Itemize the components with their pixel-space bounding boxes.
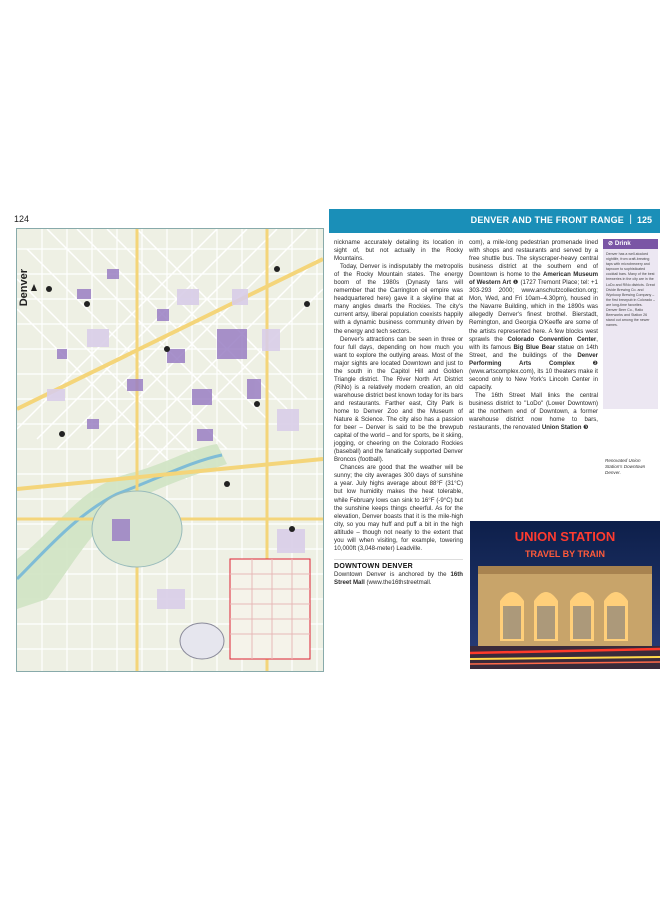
chapter-header-bar (329, 209, 660, 233)
sidebar-title: Drink (614, 240, 631, 247)
text-run: com), a mile-long pedestrian promenade lined with shops and restaurants and served by a free shuttle bus. The skyscraper-heavy central business district at the southern end of Downtown is home to the (469, 239, 598, 279)
paragraph: Denver's attractions can be seen in three or four full days, depending on how much you want to explore the outlying areas. Most of the major sights are located Downtown and just to the south in the Capitol Hill and Golden Triangle district. The River North Art District (RiNo) is a relatively modern creation, an old warehouse district best known today for its bars and restaurants. Farther east, City Park is home to Denver Zoo and the Museum of Nature & Science. The city also has a passion for beer – Denver is said to be the brewpub capital of the world – and for sports, be it skiing, jogging, or cheering on the Colorado Rockies (baseball) and the fanatically supported Denver Broncos (football). (334, 335, 463, 464)
paragraph: nickname accurately detailing its location in sight of, but not actually in the Rocky Mountains. (334, 239, 463, 263)
bold-term: Denver Performing Arts Complex (469, 351, 598, 367)
left-page (8, 203, 328, 678)
bold-term: 16th Street Mall (334, 570, 463, 586)
map-graphic (17, 229, 323, 671)
sign-travel-by-train: TRAVEL BY TRAIN (524, 549, 606, 559)
bold-term: Union Station (541, 424, 582, 432)
right-page (329, 203, 660, 678)
bold-term: Colorado Convention Center (507, 335, 597, 343)
photo-caption: Renovated Union Station's Downtown Denver. (605, 458, 646, 476)
sidebar-body: Denver has a well-stocked nightlife, from craft-brewing taps with microbrewery and taproom to sophisticated cocktail bars. Many of the best breweries in the city are in the LoDo and RiNo districts. Great Divide Brewing Co. and Wynkoop Brewing Company – the first brewpub in Colorado – are long-time favorites. Denver Beer Co., Ratio Beerworks and Station 26 stand out among the newer names. (606, 252, 655, 328)
text-column-2 (469, 239, 598, 432)
paragraph (469, 239, 598, 392)
paragraph: Today, Denver is indisputably the metropolis of the Rocky Mountain states. The energy boom of the 1980s (Dynasty fans will remember that the Carrington oil empire was headquartered here) gave it a skyline that at many angles dwarfs the Rockies. The city's current artsy, liberal population coexists happily with a dynamic business community driven by the energy and tech sectors. (334, 263, 463, 335)
union-station-photo (470, 521, 660, 669)
chapter-title: DENVER AND THE FRONT RANGE (470, 215, 624, 225)
text-run: Downtown Denver is anchored by the (334, 570, 451, 578)
bold-term: American Museum of Western Art (469, 271, 598, 287)
left-page-number: 124 (14, 214, 30, 224)
map-title: Denver (18, 269, 30, 307)
text-run: ❸ (581, 424, 589, 432)
section-heading: DOWNTOWN DENVER (334, 559, 463, 571)
text-run: (www.the16thstreetmall. (364, 578, 432, 586)
drink-icon: ⊘ (608, 240, 615, 247)
text-column-1 (334, 239, 463, 587)
section-paragraph (334, 571, 463, 587)
paragraph: Chances are good that the weather will be sunny; the city averages 300 days of sunshine a year. July highs average about 88°F (31°C) but low humidity makes the heat tolerable, while February lows can sink to 16°F (-9°C) but the sunshine keeps things cheerful. As for the elevation, Denver boasts that it is the mile-high city, so you may huff and puff a bit in the high altitude – though not nearly to the extent that you will when visiting, for example, towering 10,000ft (3,048-meter) Leadville. (334, 464, 463, 552)
book-spread (8, 203, 660, 678)
text-run: ❶ (1727 Tremont Place; tel: +1 303-293 2000; www.anschutzcollection.org; Mon, Wed, and Fri 10am–4.30pm), housed in the Navarre Building, which in the 1890s was allegedly Denver's finest brothel. Bierstadt, Remington, and Georgia O'Keeffe are some of the artists represented here. A few blocks west sprawls the (469, 279, 598, 343)
photo-graphic (470, 521, 660, 669)
sidebar-header (603, 239, 658, 249)
text-run: , with its famous (469, 335, 598, 351)
drink-sidebar (603, 239, 658, 409)
bold-term: Big Blue Bear (513, 343, 556, 351)
text-run: The 16th Street Mall links the central business district to "LoDo" (Lower Downtown) at the northern end of Downtown, a former warehouse district now home to bars, restaurants, the renovated (469, 391, 598, 432)
sign-union-station: UNION STATION (514, 529, 616, 544)
right-page-number: 125 (636, 215, 652, 225)
downtown-denver-map (16, 228, 324, 672)
paragraph (469, 392, 598, 432)
header-separator: | (629, 214, 632, 225)
text-run: ❷ (www.artscomplex.com), its 10 theaters make it second only to New York's Lincoln Center in capacity. (469, 359, 599, 391)
text-run: statue on 14th Street, and the buildings of the (469, 343, 598, 359)
